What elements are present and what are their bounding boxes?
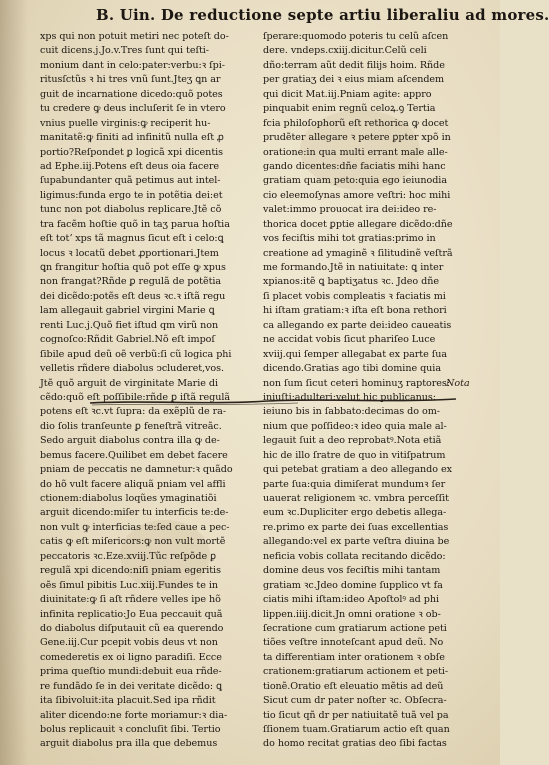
running-header: B. Uin. De reductione septe artiu liberaliu ad mores. <box>96 6 549 24</box>
text-line: hic de illo ſratre de quo in vitiſpatrum <box>263 449 446 461</box>
binding-shadow <box>0 0 28 765</box>
text-line: dei dicẽdo:potẽs eſt deus ꝛc.ꝛ iſtã regu <box>40 290 226 302</box>
text-line: aliter dicendo:ne forte moriamur:ꝛ dia- <box>40 709 228 721</box>
text-line: potens eſt ꝛc.vt ſupra: da exẽplũ de ra- <box>40 406 227 418</box>
text-line: iniuſti:adulteri:velut hic publicanus: <box>263 391 436 403</box>
text-line: cẽdo:quõ eſt poſſibile:rñde ꝑ iſtã regulã <box>40 391 231 403</box>
text-line: tra facẽm hoſtie quõ in taʒ parua hoſtia <box>40 218 230 230</box>
text-line: non frangat?Rñde ꝑ regulã de potẽtia <box>40 276 222 288</box>
text-line: ſupabundanter quã petimus aut intel- <box>40 175 221 187</box>
text-line: cio eleemoſynas amore veſtri: hoc mihi <box>263 189 451 201</box>
text-line: peccatoris ꝛc.Eze.xviij.Tũc reſpõde ꝑ <box>40 550 216 562</box>
text-line: prima queſtio mundi:debuit eua rñde- <box>40 666 222 678</box>
text-line: ita ſibivoluit:ita placuit.Sed ipa rñdit <box>40 695 216 707</box>
text-line: vnius puelle virginis:ꝙ reciperit hu- <box>40 117 211 129</box>
text-line: pinquabit enim regnũ celoꝝ.ꝯ Tertia <box>263 103 436 115</box>
text-line: oratione:in qua multi errant male alle- <box>263 146 448 158</box>
margin-annotation: Nota <box>446 378 470 389</box>
text-line: ne accidat vobis ſicut phariſeo Luce <box>263 334 436 346</box>
text-line: ſecratione cum gratiarum actione peti <box>263 622 447 634</box>
text-line: tu credere ꝙ deus incluſerit ſe in vtero <box>40 103 226 115</box>
text-line: vos feciſtis mihi tot gratias:primo in <box>263 233 436 245</box>
text-line: valet:immo prouocat ira dei:ideo re- <box>263 204 437 216</box>
text-line: ieiuno bis in ſabbato:decimas do om- <box>263 406 440 418</box>
text-line: cognoſco:Rñdit Gabriel.Nõ eſt impoſ <box>40 334 215 346</box>
text-line: thorica docet ꝑptie allegare dicẽdo:dñe <box>263 218 453 230</box>
text-line: infinita replicatio:Jo Eua peccauit quã <box>40 608 223 620</box>
text-line: renti Luc.j.Quõ fiet iſtud qm virũ non <box>40 319 219 331</box>
text-line: diuinitate:ꝙ ſi aſt rñdere velles ipe hõ <box>40 594 221 606</box>
text-line: hi iſtam gratiam:ꝛ iſta eſt bona rethori <box>263 305 447 317</box>
text-line: prudẽter allegare ꝛ petere ꝑpter xpõ in <box>263 132 451 144</box>
text-line: uauerat religionem ꝛc. vmbra perceſſit <box>263 493 449 504</box>
text-line: creatione ad ymaginẽ ꝛ ſilitudinẽ veſtrã <box>263 247 453 259</box>
text-line: legauit ſuit a deo reprobatꝰ.Nota etiã <box>263 435 442 447</box>
text-line: dño:terram aũt dedit filijs hoim. Rñde <box>263 59 445 71</box>
text-line: ad Ephe.iij.Potens eſt deus oia facere <box>40 160 220 172</box>
text-line: non ſum ſicut ceteri hominuʒ raptores: <box>263 377 450 389</box>
text-line: velletis rñdere diabolus ↄcluderet,vos. <box>40 363 224 375</box>
text-line: comederetis ex oi ligno paradiſi. Ecce <box>40 651 222 663</box>
text-line: ligimus:funda ergo te in potẽtia dei:et <box>40 189 223 201</box>
text-line: ctionem:diabolus loqũes ymaginatiõi <box>40 493 217 504</box>
text-line: ſi placet vobis compleatis ꝛ faciatis mi <box>263 290 446 302</box>
text-line: pniam de peccatis ne damnetur:ꝛ quãdo <box>40 464 233 476</box>
text-line: lippen.iiij.dicit.Jn omni oratione ꝛ ob- <box>263 608 441 620</box>
text-line: ꝗn frangitur hoſtia quõ pot eſſe ꝙ xpus <box>40 262 226 273</box>
text-line: eum ꝛc.Dupliciter ergo debetis allega- <box>263 507 447 519</box>
text-line: dere. vndeps.cxiij.dicitur.Celũ celi <box>263 45 427 57</box>
text-line: dicendo.Gratias ago tibi domine quia <box>263 363 441 375</box>
text-line: tio ſicut qñ dr per natiuitatẽ tuã vel pa <box>263 709 449 721</box>
text-line: monium dant in celo:pater:verbu:ꝛ ſpi- <box>40 59 225 71</box>
text-line: tionẽ.Oratio eſt eleuatio mẽtis ad deũ <box>263 680 444 692</box>
text-line: re.primo ex parte dei ſuas excellentias <box>263 521 449 533</box>
text-line: arguit dicendo:miſer tu interficis te:de- <box>40 507 229 519</box>
text-line: do hõ vult facere aliquã pniam vel affli <box>40 478 226 490</box>
text-line: do diabolus diſputauit cũ ea querendo <box>40 622 224 634</box>
text-line: nium que poſſideo:ꝛ ideo quia male al- <box>263 420 447 432</box>
left-text-column <box>40 30 258 752</box>
text-line: qui dicit Mat.iij.Pniam agite: appro <box>263 88 432 100</box>
text-line: ſperare:quomodo poteris tu celũ aſcen <box>263 31 449 42</box>
text-line: allegando:vel ex parte veſtra diuina be <box>263 536 450 548</box>
text-line: do homo recitat gratias deo ſibi factas <box>263 738 447 750</box>
text-line: bemus facere.Quilibet em debet facere <box>40 449 228 461</box>
text-line: me formando.Jtẽ in natiuitate: ꝗ inter <box>263 262 444 273</box>
text-line: oẽs ſimul pibitis Luc.xiij.Fundes te in <box>40 579 218 591</box>
text-line: tunc non pot diabolus replicare.Jtẽ cõ <box>40 204 222 216</box>
text-line: locus ꝛ locatũ debet ꝓportionari.Jtem <box>40 247 219 259</box>
text-line: gratiam ꝛc.Jdeo domine ſupplico vt fa <box>263 579 443 591</box>
text-line: domine deus vos feciſtis mihi tantam <box>263 565 441 577</box>
right-text-column <box>263 30 488 752</box>
text-line: bolus replicauit ꝛ concluſit ſibi. Tertio <box>40 724 221 735</box>
text-line: ritusſctũs ꝛ hi tres vnũ ſunt.Jteʒ ꝗn ar <box>40 74 221 86</box>
text-line: manitatẽ:ꝙ finiti ad infinitũ nulla eſt ꝓ <box>40 132 224 144</box>
text-line: regulã xpi dicendo:niſi pniam egeritis <box>40 565 221 577</box>
text-line: gando dicentes:dñe faciatis mihi hanc <box>263 160 446 172</box>
text-line: re fundãdo ſe in dei veritate dicẽdo: ꝗ <box>40 680 223 692</box>
text-line: neficia vobis collata recitando dicẽdo: <box>263 550 446 562</box>
text-line: Jtẽ quõ arguit de virginitate Marie di <box>40 377 218 389</box>
text-line: qui petebat gratiam a deo allegando ex <box>263 464 452 476</box>
text-line: ta differentiam inter orationem ꝛ obſe <box>263 651 445 663</box>
text-line: xviij.qui ſemper allegabat ex parte ſua <box>263 348 448 360</box>
text-line: ſſionem tuam.Gratiarum actio eſt quan <box>263 724 450 735</box>
text-line: ſibile apud deũ oẽ verbũ:ſi cũ logica phi <box>40 348 232 360</box>
text-line: parte ſua:quia dimiſerat mundumꝛ ſer <box>263 478 446 490</box>
text-line: Sicut cum dr pater noſter ꝛc. Obſecra- <box>263 695 447 707</box>
text-line: lam allegauit gabriel virgini Marie ꝗ <box>40 305 215 317</box>
text-line: xps qui non potuit metiri nec poteſt do- <box>40 31 229 42</box>
text-line: ciatis mihi iſtam:ideo Apoſtolꝰ ad phi <box>263 594 439 606</box>
text-line: ca allegando ex parte dei:ideo caueatis <box>263 319 452 331</box>
text-line: fcia philoſophorũ eſt rethorica ꝙ docet <box>263 117 449 129</box>
text-line: catis ꝙ eſt miſericors:ꝙ non vult mortẽ <box>40 536 226 548</box>
text-line: portio?Reſpondet ꝑ logicã xpi dicentis <box>40 146 224 158</box>
text-line: gratiam quam peto:quia ego ieiunodia <box>263 175 447 187</box>
text-line: tiões veſtre innoteſcant apud deũ. No <box>263 637 444 649</box>
text-line: arguit diabolus pra illa que debemus <box>40 738 218 750</box>
text-line: guit de incarnatione dicedo:quõ potes <box>40 88 223 100</box>
text-line: non vult ꝙ interficias te:ſed caue a pec- <box>40 521 230 533</box>
text-line: dio ſolis tranſeunte ꝑ feneſtrã vitreãc. <box>40 420 222 432</box>
text-line: xpianos:itẽ ꝗ baptiʒatus ꝛc. Jdeo dñe <box>263 276 439 288</box>
text-line: per gratiaʒ dei ꝛ eius miam aſcendem <box>263 74 445 86</box>
text-line: eſt totʼ xps tã magnus ſicut eſt i celo:ꝗ <box>40 233 224 245</box>
text-line: Sedo arguit diabolus contra illa ꝙ de- <box>40 435 220 447</box>
text-line: cuit dicens.j.Jo.v.Tres ſunt qui teſti- <box>40 45 209 57</box>
handwritten-underline-mark <box>88 394 458 408</box>
text-line: crationem:gratiarum actionem et peti- <box>263 666 449 678</box>
text-line: Gene.iij.Cur pcepit vobis deus vt non <box>40 637 218 649</box>
